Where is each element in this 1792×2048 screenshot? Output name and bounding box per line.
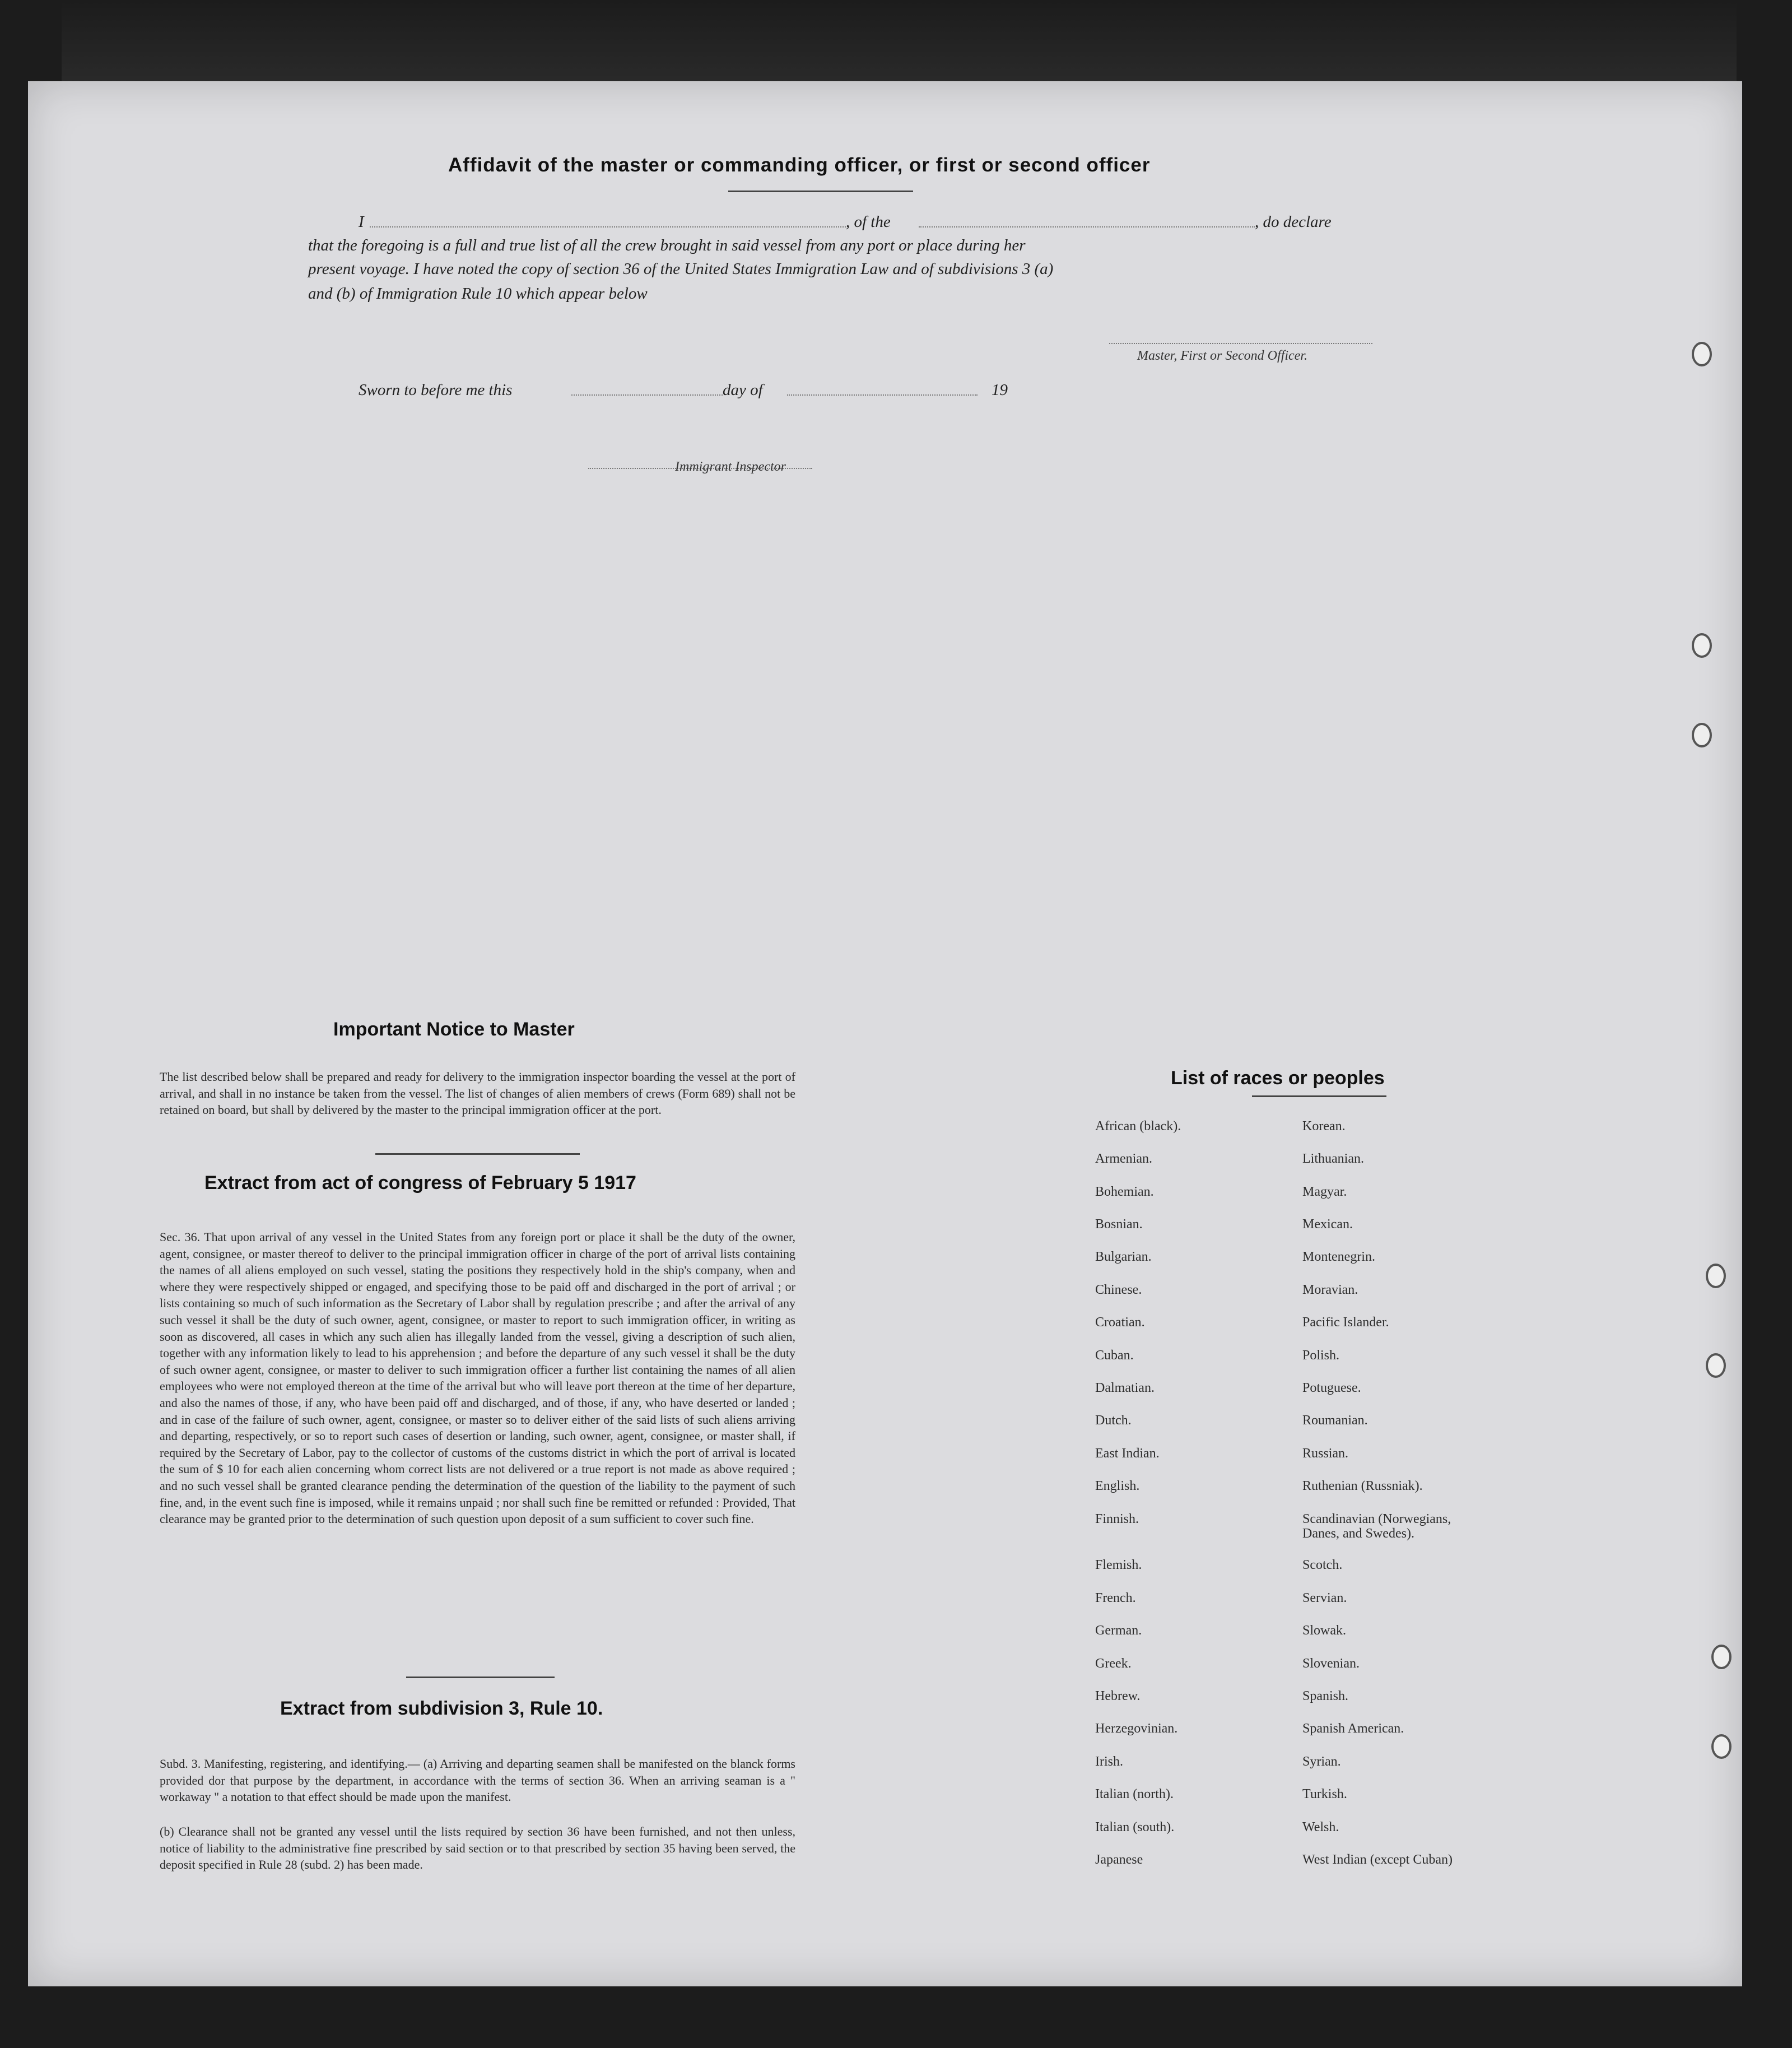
sworn-text: Sworn to before me this (359, 381, 513, 399)
race-left-item: English. (1095, 1479, 1140, 1493)
inspector-label: Immigrant Inspector (675, 459, 786, 474)
race-right-item: Syrian. (1302, 1754, 1341, 1769)
race-right-item: West Indian (except Cuban) (1302, 1852, 1453, 1867)
race-left-item: German. (1095, 1623, 1142, 1638)
race-right-item: Moravian. (1302, 1283, 1358, 1297)
race-left-item: Dalmatian. (1095, 1381, 1155, 1395)
punch-hole (1692, 633, 1712, 658)
act-extract-title: Extract from act of congress of February 5 1917 (204, 1172, 636, 1193)
sworn-month-blank[interactable] (787, 394, 978, 396)
race-left-item: Croatian. (1095, 1315, 1145, 1330)
punch-hole (1711, 1645, 1732, 1669)
race-left-item: French. (1095, 1591, 1136, 1605)
affidavit-title-rule (728, 191, 913, 192)
affidavit-line3: present voyage. I have noted the copy of section 36 of the United States Immigration Law and of subdivisions 3 (a) (308, 260, 1054, 278)
race-right-item: Korean. (1302, 1119, 1346, 1134)
rule-extract-para-a: Subd. 3. Manifesting, registering, and identifying.— (a) Arriving and departing seamen shall be manifested on the blanck forms provided dor that purpose by the department, in accordance with the terms of section 36. When an arriving seaman is a " workaway " a notation to that effect should be made upon the manifest. (160, 1757, 795, 1804)
race-left-item: African (black). (1095, 1119, 1181, 1134)
race-left-item: Chinese. (1095, 1283, 1142, 1297)
race-left-item: Greek. (1095, 1656, 1132, 1671)
race-right-item: Slowak. (1302, 1623, 1346, 1638)
race-left-item: Japanese (1095, 1852, 1143, 1867)
affidavit-title: Affidavit of the master or commanding officer, or first or second officer (448, 154, 1151, 176)
notice-title: Important Notice to Master (333, 1019, 575, 1040)
top-bleed-edge (62, 0, 1737, 84)
race-right-item: Scotch. (1302, 1558, 1343, 1572)
race-right-item: Servian. (1302, 1591, 1347, 1605)
race-left-item: Bohemian. (1095, 1185, 1154, 1199)
race-left-item: Bulgarian. (1095, 1250, 1152, 1264)
affidavit-line4: and (b) of Immigration Rule 10 which appear below (308, 285, 648, 303)
race-right-item: Potuguese. (1302, 1381, 1361, 1395)
rule-extract-para-b: (b) Clearance shall not be granted any vessel until the lists required by section 36 have been furnished, and not then unless, notice of liability to the administrative fine prescribed by said section or to that prescribed by section 35 having been served, the deposit specified in Rule 28 (subd. 2) has been made. (160, 1824, 795, 1872)
affidavit-line1-mid: , of the (846, 213, 891, 231)
race-left-item: Hebrew. (1095, 1689, 1141, 1703)
race-left-item: Flemish. (1095, 1558, 1142, 1572)
sworn-day-of: day of (723, 381, 763, 399)
race-right-item: Ruthenian (Russniak). (1302, 1479, 1423, 1493)
race-right-item: Mexican. (1302, 1217, 1353, 1232)
race-right-item: Turkish. (1302, 1787, 1347, 1801)
race-right-item: Spanish American. (1302, 1721, 1404, 1736)
races-title-rule (1252, 1095, 1386, 1097)
race-right-item: Magyar. (1302, 1185, 1347, 1199)
race-right-item: Russian. (1302, 1446, 1349, 1461)
race-right-item: Slovenian. (1302, 1656, 1360, 1671)
punch-hole (1706, 1264, 1726, 1288)
race-right-item: Welsh. (1302, 1820, 1339, 1835)
sworn-day-blank[interactable] (571, 394, 723, 396)
act-extract-body: Sec. 36. That upon arrival of any vessel in the United States from any foreign port or place it shall be the duty of the owner, agent, consignee, or master thereof to deliver to the principal immigration officer in charge of the port of arrival lists containing the names of all aliens employed on such vessel, stating the positions they respectively hold in the ship's company, when and where they were respectively shipped or engaged, and specifying those to be paid off and discharged in the port of arrival ; or lists containing so much of such information as the Secretary of Labor shall by regulation prescribe ; and after the arrival of any such vessel it shall be the duty of such owner, agent, consignee, or master to report to such immigration officer, in writing as soon as discovered, all cases in which any such alien has illegally landed from the vessel, giving a description of such alien, together with any information likely to lead to his apprehension ; and before the departure of any such vessel it shall be the duty of such owner agent, consignee, or master to deliver to such immigration officer a further list containing the names of all alien employees who were not employed thereon at the time of the arrival but who will leave port thereon at the time of her departure, and also the names of those, if any, who have been paid off and discharged, and of those, if any, who have deserted or landed ; and in case of the failure of such owner, agent, consignee, or master so to deliver either of the said lists of such aliens arriving and departing, respectively, or so to report such cases of desertion or landing, such owner, agent, consignee, or master shall, if required by the Secretary of Labor, pay to the collector of customs of the customs district in which the port of arrival is located the sum of $ 10 for each alien concerning whom correct lists are not delivered or a true report is not made as above required ; and no such vessel shall be granted clearance pending the determination of the question of the liability to the payment of such fine, and, in the event such fine is imposed, while it remains unpaid ; nor shall such fine be remitted or refunded : Provided, That clearance may be granted prior to the determination of such question upon deposit of a sum sufficient to cover such fine. (160, 1230, 795, 1526)
race-right-item: Lithuanian. (1302, 1151, 1364, 1166)
name-blank[interactable] (370, 226, 846, 227)
race-left-item: Cuban. (1095, 1348, 1134, 1363)
race-left-item: Dutch. (1095, 1413, 1132, 1428)
vessel-blank[interactable] (919, 226, 1255, 227)
signature-blank[interactable] (1109, 343, 1372, 344)
affidavit-line1-start: I (359, 213, 364, 231)
punch-hole (1692, 342, 1712, 366)
race-right-item: Pacific Islander. (1302, 1315, 1389, 1330)
notice-rule (375, 1153, 580, 1155)
race-left-item: Irish. (1095, 1754, 1123, 1769)
signature-label: Master, First or Second Officer. (1137, 349, 1307, 363)
race-right-item: Montenegrin. (1302, 1250, 1375, 1264)
affidavit-line2: that the foregoing is a full and true list of all the crew brought in said vessel from any port or place during her (308, 236, 1026, 254)
notice-body: The list described below shall be prepared and ready for delivery to the immigration inspector boarding the vessel at the port of arrival, and shall in no instance be taken from the vessel. The list of changes of alien members of crews (Form 689) shall not be retained on board, but shall by delivered by the master to the principal immigration officer at the port. (160, 1070, 795, 1117)
race-right-item: Scandinavian (Norwegians, Danes, and Swedes). (1302, 1512, 1451, 1541)
race-right-item: Roumanian. (1302, 1413, 1368, 1428)
act-extract-rule (406, 1677, 555, 1678)
race-left-item: Italian (north). (1095, 1787, 1174, 1801)
race-left-item: Armenian. (1095, 1151, 1152, 1166)
race-right-item: Spanish. (1302, 1689, 1349, 1703)
sworn-year: 19 (992, 381, 1008, 399)
races-title: List of races or peoples (1171, 1067, 1385, 1089)
punch-hole (1706, 1353, 1726, 1378)
race-left-item: Italian (south). (1095, 1820, 1175, 1835)
race-right-item: Polish. (1302, 1348, 1340, 1363)
punch-hole (1692, 723, 1712, 747)
race-left-item: East Indian. (1095, 1446, 1160, 1461)
affidavit-line1-end: , do declare (1255, 213, 1332, 231)
rule-extract-title: Extract from subdivision 3, Rule 10. (280, 1698, 603, 1719)
punch-hole (1711, 1734, 1732, 1759)
race-left-item: Bosnian. (1095, 1217, 1143, 1232)
race-left-item: Finnish. (1095, 1512, 1139, 1526)
race-left-item: Herzegovinian. (1095, 1721, 1178, 1736)
